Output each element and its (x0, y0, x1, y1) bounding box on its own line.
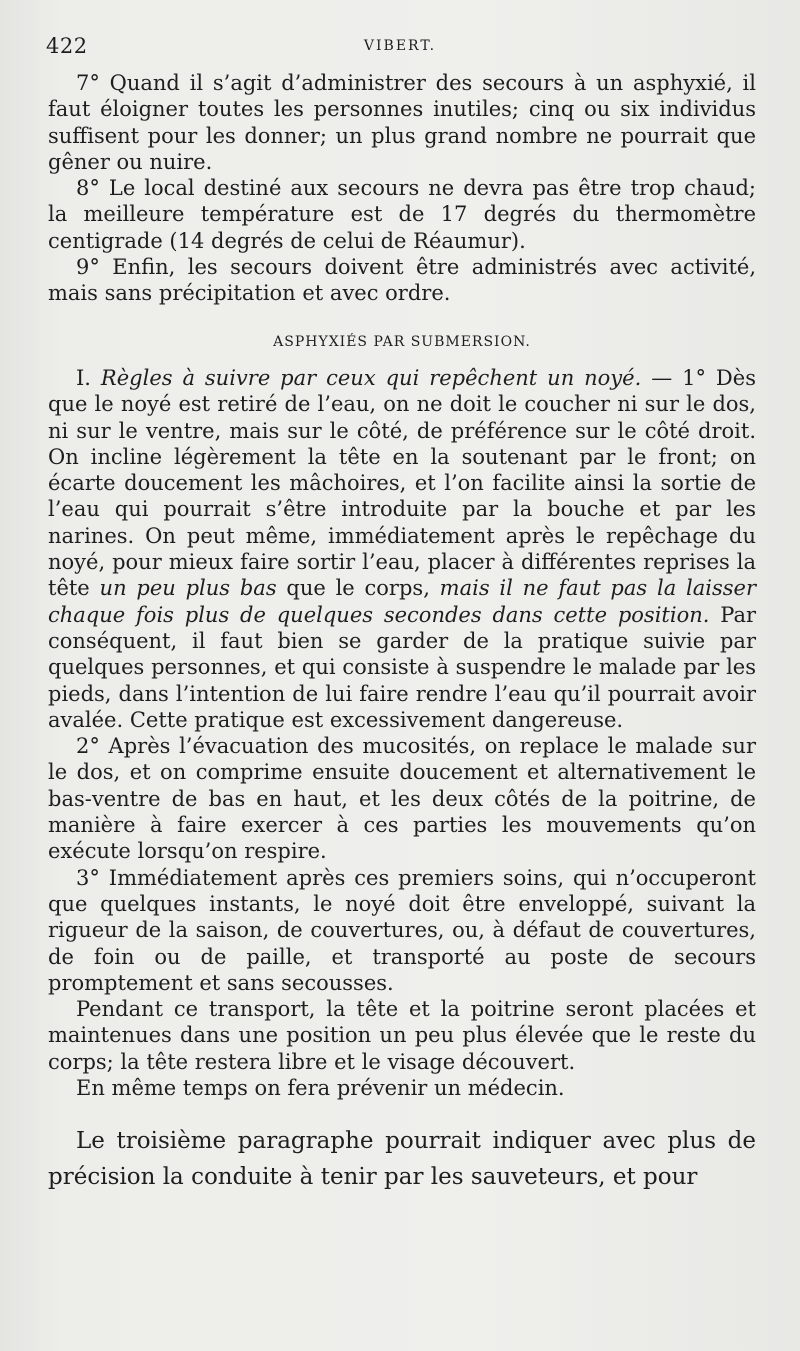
paragraph-medecin: En même temps on fera prévenir un médecin. (76, 1075, 565, 1100)
paragraph-8: 8° Le local destiné aux secours ne devra pas être trop chaud; la meilleure température est de 17 degrés du thermomètre centigrade (14 degrés de celui de Réaumur). (48, 176, 756, 253)
paragraph-transport: Pendant ce transport, la tête et la poitrine seront placées et maintenues dans une position un peu plus élevée que le reste du corps; la tête restera libre et le visage découvert. (48, 997, 756, 1074)
rule-1-title: Règles à suivre par ceux qui repêchent un noyé. (100, 365, 642, 390)
rule-1-text-a: — 1° Dès que le noyé est retiré de l’eau, on ne doit le coucher ni sur le dos, ni sur le ventre, mais sur le côté, de préférence sur le côté droit. On incline légèrement la tête en la soutenant par le front; on écarte doucement les mâchoires, et l’on facilite ainsi la sortie de l’eau qui pourrait s’être introduite par la bouche et par les narines. On peut même, immédiatement après le repêchage du noyé, pour mieux faire sortir l’eau, placer à différentes reprises la tête (48, 365, 756, 601)
paragraph-9: 9° Enfin, les secours doivent être administrés avec activité, mais sans précipitation et avec ordre. (48, 255, 756, 306)
closing-paragraph: Le troisième paragraphe pourrait indiquer avec plus de précision la conduite à tenir par les sauveteurs, et pour (48, 1128, 756, 1191)
section-heading: ASPHYXIÉS PAR SUBMERSION. (273, 333, 531, 350)
rule-1-numeral: I. (76, 365, 91, 390)
paragraph-3: 3° Immédiatement après ces premiers soins, qui n’occuperont que quelques instants, le noyé doit être enveloppé, suivant la rigueur de la saison, de couvertures, ou, à défaut de couvertures, de foin ou de paille, et transporté au poste de secours promptement et sans secousses. (48, 865, 756, 995)
running-title: VIBERT. (363, 38, 437, 54)
page-header (46, 34, 754, 60)
body-text (48, 70, 756, 1195)
paragraph-2: 2° Après l’évacuation des mucosités, on replace le malade sur le dos, et on comprime ensuite doucement et alternativement le bas-ventre de bas en haut, et les deux côtés de la poitrine, de manière à faire exercer à ces parties les mouvements qu’on exécute lorsqu’on respire. (48, 734, 756, 864)
rule-1-italic-b: mais il ne faut pas la laisser chaque fois plus de quelques secondes dans cette position. (48, 576, 756, 627)
rule-1-text-b: que le corps, (276, 576, 440, 601)
rule-1-text-c: Par conséquent, il faut bien se garder de la pratique suivie par quelques personnes, et qui consiste à suspendre le malade par les pieds, dans l’intention de lui faire rendre l’eau qu’il pourrait avoir avalée. Cette pratique est excessivement dangereuse. (48, 602, 757, 732)
rule-1-paragraph (48, 365, 756, 733)
page-number: 422 (46, 34, 88, 58)
rule-1-italic-a: un peu plus bas (99, 576, 277, 601)
paragraph-7: 7° Quand il s’agit d’administrer des secours à un asphyxié, il faut éloigner toutes les personnes inutiles; cinq ou six individus suffisent pour les donner; un plus grand nombre ne pourrait que gêner ou nuire. (48, 71, 756, 174)
